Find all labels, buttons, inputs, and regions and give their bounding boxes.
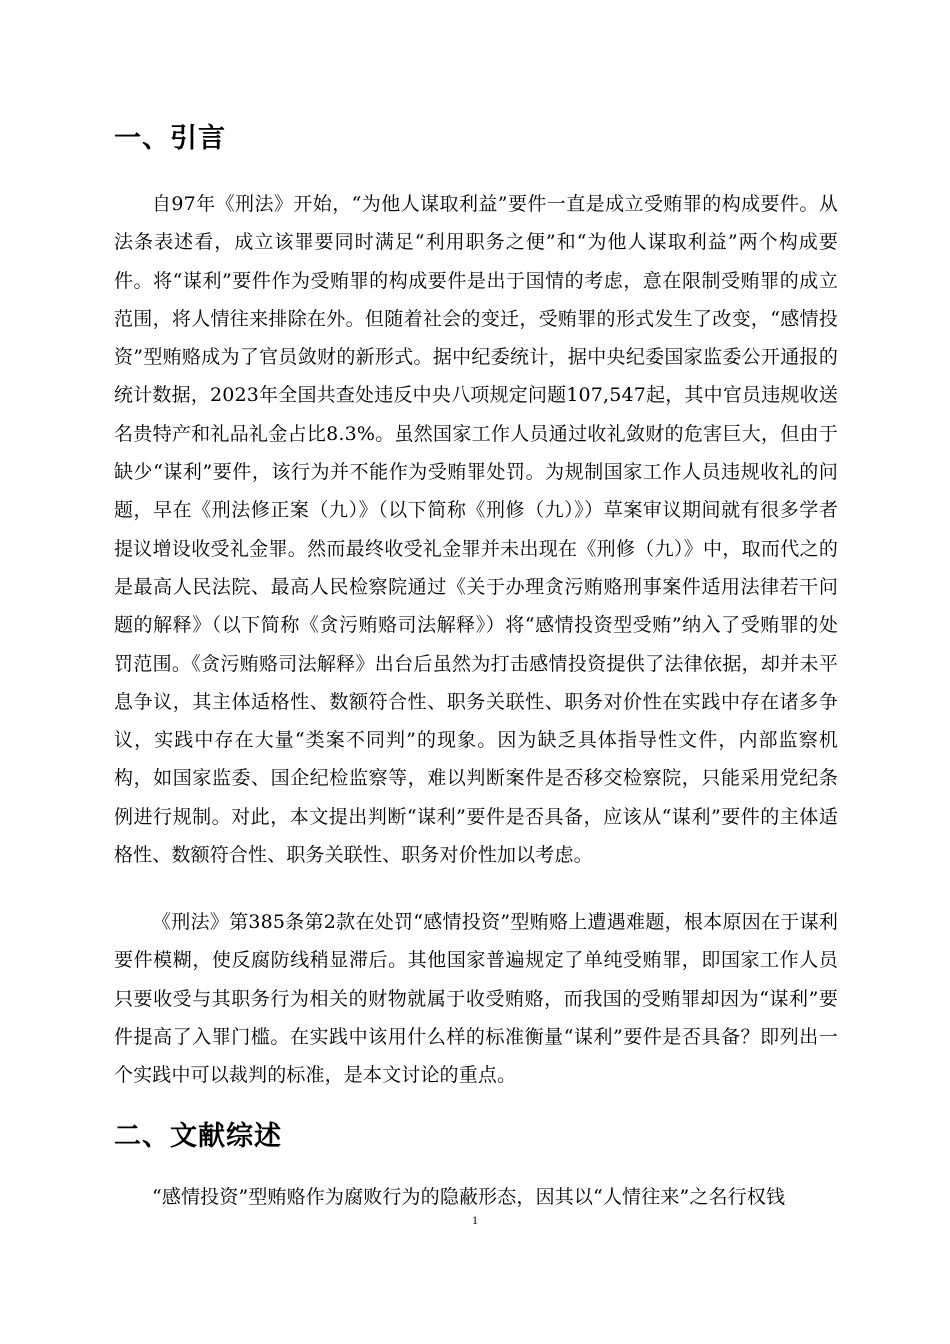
paragraph-introduction-1: 自97年《刑法》开始，“为他人谋取利益”要件一直是成立受贿罪的构成要件。从法条表述看，成立该罪要同时满足“利用职务之便”和“为他人谋取利益”两个构成要件。将“谋利”要件作为受贿罪的构成要件是出于国情的考虑，意在限制受贿罪的成立范围，将人情往来排除在外。但随着社会的变迁，受贿罪的形式发生了改变，“感情投资”型贿赂成为了官员敛财的新形式。据中纪委统计，据中央纪委国家监委公开通报的统计数据，2023年全国共查处违反中央八项规定问题107,547起，其中官员违规收送名贵特产和礼品礼金占比8.3%。虽然国家工作人员通过收礼敛财的危害巨大，但由于缺少“谋利”要件，该行为并不能作为受贿罪处罚。为规制国家工作人员违规收礼的问题，早在《刑法修正案（九）》（以下简称《刑修（九）》）草案审议期间就有很多学者提议增设收受礼金罪。然而最终收受礼金罪并未出现在《刑修（九）》中，取而代之的是最高人民法院、最高人民检察院通过《关于办理贪污贿赂刑事案件适用法律若干问题的解释》（以下简称《贪污贿赂司法解释》）将“感情投资型受贿”纳入了受贿罪的处罚范围。《贪污贿赂司法解释》出台后虽然为打击感情投资提供了法律依据，却并未平息争议，其主体适格性、数额符合性、职务关联性、职务对价性在实践中存在诸多争议，实践中存在大量“类案不同判”的现象。因为缺乏具体指导性文件，内部监察机构，如国家监委、国企纪检监察等，难以判断案件是否移交检察院，只能采用党纪条例进行规制。对此，本文提出判断“谋利”要件是否具备，应该从“谋利”要件的主体适格性、数额符合性、职务关联性、职务对价性加以考虑。: [114, 193, 838, 867]
paragraph-literature-review-1: “感情投资”型贿赂作为腐败行为的隐蔽形态，因其以“人情往来”之名行权钱: [152, 1186, 786, 1208]
paragraph-introduction-2: 《刑法》第385条第2款在处罚“感情投资”型贿赂上遭遇难题，根本原因在于谋利要件模糊，使反腐防线稍显滞后。其他国家普遍规定了单纯受贿罪，即国家工作人员只要收受与其职务行为相关的财物就属于收受贿赂，而我国的受贿罪却因为“谋利”要件提高了入罪门槛。在实践中该用什么样的标准衡量“谋利”要件是否具备？即列出一个实践中可以裁判的标准，是本文讨论的重点。: [114, 911, 838, 1087]
page-number: 1: [472, 1213, 478, 1227]
section-heading-literature-review: 二、文献综述: [114, 1121, 282, 1152]
section-heading-introduction: 一、引言: [114, 123, 226, 154]
